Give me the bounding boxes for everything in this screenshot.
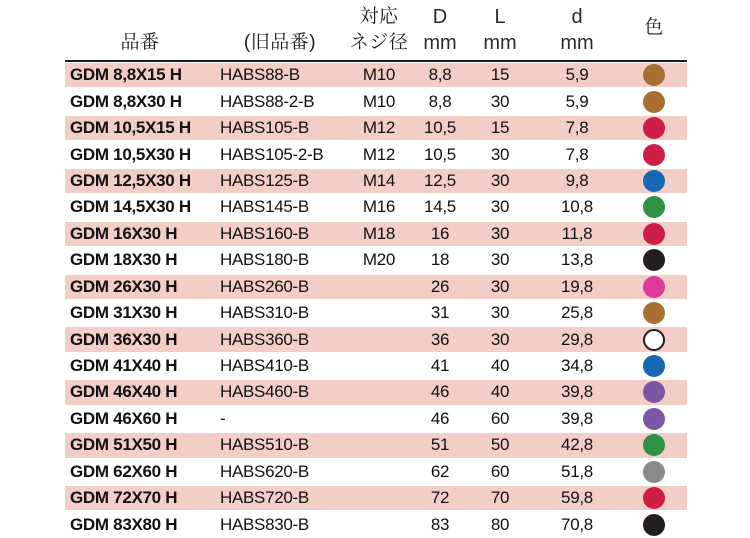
diameter-d-cell: 7,8: [565, 118, 589, 138]
diameter-D-cell: 10,5: [424, 144, 456, 164]
part-number-cell: GDM 10,5X15 H: [70, 118, 191, 138]
part-number-cell: GDM 8,8X30 H: [70, 91, 182, 111]
thread-size-cell: M10: [362, 65, 396, 85]
diameter-d-cell: 10,8: [561, 197, 593, 217]
part-number-cell: GDM 26X30 H: [70, 276, 178, 296]
diameter-d-cell: 42,8: [561, 435, 593, 455]
header-diameter-D-unit: mm: [423, 32, 457, 54]
header-old-part-number: [215, 0, 345, 60]
header-diameter-D: [413, 0, 467, 60]
color-cell: [621, 408, 687, 430]
thread-size-cell: M20: [362, 250, 396, 270]
diameter-d-cell: 51,8: [561, 461, 593, 481]
length-L-cell: 15: [490, 118, 510, 138]
diameter-D-cell: 12,5: [424, 170, 456, 190]
crimson-color-dot-icon: [643, 487, 665, 509]
length-L-cell: 50: [490, 435, 510, 455]
header-length-L-symbol: L: [494, 6, 506, 28]
table-row: [65, 247, 687, 273]
color-cell: [621, 434, 687, 456]
old-part-number-cell: HABS720-B: [220, 488, 309, 508]
diameter-D-cell: 83: [430, 514, 450, 534]
color-cell: [621, 461, 687, 483]
header-old-part-number-label: (旧品番): [243, 32, 317, 53]
table-row: [65, 459, 687, 485]
color-cell: [621, 355, 687, 377]
part-number-cell: GDM 46X60 H: [70, 408, 178, 428]
table-row: [65, 168, 687, 194]
color-cell: [621, 514, 687, 536]
header-diameter-d-unit: mm: [560, 32, 594, 54]
thread-size-cell: M18: [362, 223, 396, 243]
old-part-number-cell: HABS310-B: [220, 303, 309, 323]
part-number-cell: GDM 83X80 H: [70, 514, 178, 534]
color-cell: [621, 487, 687, 509]
purple-color-dot-icon: [643, 408, 665, 430]
color-cell: [621, 302, 687, 324]
length-L-cell: 30: [490, 250, 510, 270]
length-L-cell: 30: [490, 170, 510, 190]
thread-size-cell: M12: [362, 144, 396, 164]
table-body: [65, 62, 687, 538]
old-part-number-cell: HABS830-B: [220, 514, 309, 534]
old-part-number-cell: HABS460-B: [220, 382, 309, 402]
diameter-d-cell: 13,8: [561, 250, 593, 270]
diameter-D-cell: 46: [430, 382, 450, 402]
product-spec-table: [65, 0, 687, 538]
old-part-number-cell: HABS88-B: [220, 65, 300, 85]
length-L-cell: 30: [490, 91, 510, 111]
table-row: [65, 511, 687, 537]
color-cell: [621, 64, 687, 86]
old-part-number-cell: HABS620-B: [220, 461, 309, 481]
color-cell: [621, 91, 687, 113]
old-part-number-cell: HABS180-B: [220, 250, 309, 270]
length-L-cell: 40: [490, 356, 510, 376]
old-part-number-cell: HABS145-B: [220, 197, 309, 217]
color-cell: [621, 381, 687, 403]
diameter-D-cell: 16: [430, 223, 450, 243]
header-thread-size-line1: 対応: [359, 6, 399, 27]
diameter-D-cell: 10,5: [424, 118, 456, 138]
part-number-cell: GDM 8,8X15 H: [70, 65, 182, 85]
table-row: [65, 115, 687, 141]
length-L-cell: 60: [490, 461, 510, 481]
brown-color-dot-icon: [643, 302, 665, 324]
color-cell: [621, 196, 687, 218]
blue-color-dot-icon: [643, 355, 665, 377]
table-row: [65, 353, 687, 379]
header-part-number-label: 品番: [120, 32, 160, 53]
table-header: [65, 0, 687, 60]
old-part-number-cell: HABS410-B: [220, 356, 309, 376]
color-cell: [621, 170, 687, 192]
header-thread-size-line2: ネジ径: [349, 32, 409, 53]
old-part-number-cell: HABS125-B: [220, 170, 309, 190]
part-number-cell: GDM 10,5X30 H: [70, 144, 191, 164]
length-L-cell: 40: [490, 382, 510, 402]
table-row: [65, 406, 687, 432]
diameter-D-cell: 36: [430, 329, 450, 349]
header-length-L: [467, 0, 533, 60]
table-row: [65, 221, 687, 247]
diameter-d-cell: 5,9: [565, 91, 589, 111]
table-row: [65, 432, 687, 458]
thread-size-cell: M14: [362, 170, 396, 190]
header-part-number: [65, 0, 215, 60]
part-number-cell: GDM 16X30 H: [70, 223, 178, 243]
color-cell: [621, 117, 687, 139]
length-L-cell: 30: [490, 303, 510, 323]
length-L-cell: 70: [490, 488, 510, 508]
diameter-d-cell: 25,8: [561, 303, 593, 323]
table-row: [65, 485, 687, 511]
table-row: [65, 300, 687, 326]
old-part-number-cell: HABS88-2-B: [220, 91, 315, 111]
white-color-dot-icon: [643, 329, 665, 351]
diameter-d-cell: 19,8: [561, 276, 593, 296]
header-thread-size: [345, 0, 413, 60]
diameter-D-cell: 31: [430, 303, 450, 323]
green-color-dot-icon: [643, 196, 665, 218]
crimson-color-dot-icon: [643, 223, 665, 245]
part-number-cell: GDM 51X50 H: [70, 435, 178, 455]
thread-size-cell: M10: [362, 91, 396, 111]
part-number-cell: GDM 14,5X30 H: [70, 197, 191, 217]
length-L-cell: 30: [490, 276, 510, 296]
diameter-d-cell: 7,8: [565, 144, 589, 164]
color-cell: [621, 223, 687, 245]
color-cell: [621, 276, 687, 298]
color-cell: [621, 144, 687, 166]
header-color-label: 色: [644, 17, 664, 38]
diameter-D-cell: 8,8: [428, 91, 452, 111]
thread-size-cell: M12: [362, 118, 396, 138]
table-row: [65, 379, 687, 405]
black-color-dot-icon: [643, 514, 665, 536]
part-number-cell: GDM 12,5X30 H: [70, 170, 191, 190]
old-part-number-cell: HABS360-B: [220, 329, 309, 349]
diameter-D-cell: 51: [430, 435, 450, 455]
part-number-cell: GDM 36X30 H: [70, 329, 178, 349]
green-color-dot-icon: [643, 434, 665, 456]
thread-size-cell: M16: [362, 197, 396, 217]
diameter-D-cell: 8,8: [428, 65, 452, 85]
length-L-cell: 60: [490, 408, 510, 428]
color-cell: [621, 329, 687, 351]
table-row: [65, 326, 687, 352]
diameter-D-cell: 41: [430, 356, 450, 376]
table-row: [65, 88, 687, 114]
header-diameter-d: [533, 0, 621, 60]
old-part-number-cell: HABS260-B: [220, 276, 309, 296]
diameter-d-cell: 39,8: [561, 382, 593, 402]
old-part-number-cell: HABS105-B: [220, 118, 309, 138]
part-number-cell: GDM 46X40 H: [70, 382, 178, 402]
old-part-number-cell: HABS105-2-B: [220, 144, 324, 164]
old-part-number-cell: -: [220, 408, 226, 428]
purple-color-dot-icon: [643, 381, 665, 403]
gray-color-dot-icon: [643, 461, 665, 483]
crimson-color-dot-icon: [643, 144, 665, 166]
header-color: [621, 0, 687, 60]
length-L-cell: 30: [490, 144, 510, 164]
diameter-d-cell: 39,8: [561, 408, 593, 428]
blue-color-dot-icon: [643, 170, 665, 192]
part-number-cell: GDM 41X40 H: [70, 356, 178, 376]
part-number-cell: GDM 31X30 H: [70, 303, 178, 323]
length-L-cell: 15: [490, 65, 510, 85]
diameter-d-cell: 11,8: [561, 223, 593, 243]
black-color-dot-icon: [643, 249, 665, 271]
magenta-color-dot-icon: [643, 276, 665, 298]
table-row: [65, 62, 687, 88]
diameter-D-cell: 14,5: [424, 197, 456, 217]
table-row: [65, 274, 687, 300]
part-number-cell: GDM 62X60 H: [70, 461, 178, 481]
old-part-number-cell: HABS510-B: [220, 435, 309, 455]
crimson-color-dot-icon: [643, 117, 665, 139]
diameter-D-cell: 62: [430, 461, 450, 481]
part-number-cell: GDM 72X70 H: [70, 488, 178, 508]
table-row: [65, 194, 687, 220]
color-cell: [621, 249, 687, 271]
length-L-cell: 30: [490, 197, 510, 217]
diameter-D-cell: 72: [430, 488, 450, 508]
header-diameter-D-symbol: D: [432, 6, 448, 28]
brown-color-dot-icon: [643, 64, 665, 86]
header-diameter-d-symbol: d: [571, 6, 583, 28]
diameter-D-cell: 46: [430, 408, 450, 428]
length-L-cell: 30: [490, 329, 510, 349]
header-length-L-unit: mm: [483, 32, 517, 54]
diameter-d-cell: 29,8: [561, 329, 593, 349]
old-part-number-cell: HABS160-B: [220, 223, 309, 243]
length-L-cell: 30: [490, 223, 510, 243]
diameter-d-cell: 5,9: [565, 65, 589, 85]
length-L-cell: 80: [490, 514, 510, 534]
table-row: [65, 141, 687, 167]
diameter-d-cell: 70,8: [561, 514, 593, 534]
diameter-d-cell: 59,8: [561, 488, 593, 508]
diameter-d-cell: 9,8: [565, 170, 589, 190]
part-number-cell: GDM 18X30 H: [70, 250, 178, 270]
diameter-D-cell: 26: [430, 276, 450, 296]
diameter-d-cell: 34,8: [561, 356, 593, 376]
diameter-D-cell: 18: [430, 250, 450, 270]
brown-color-dot-icon: [643, 91, 665, 113]
